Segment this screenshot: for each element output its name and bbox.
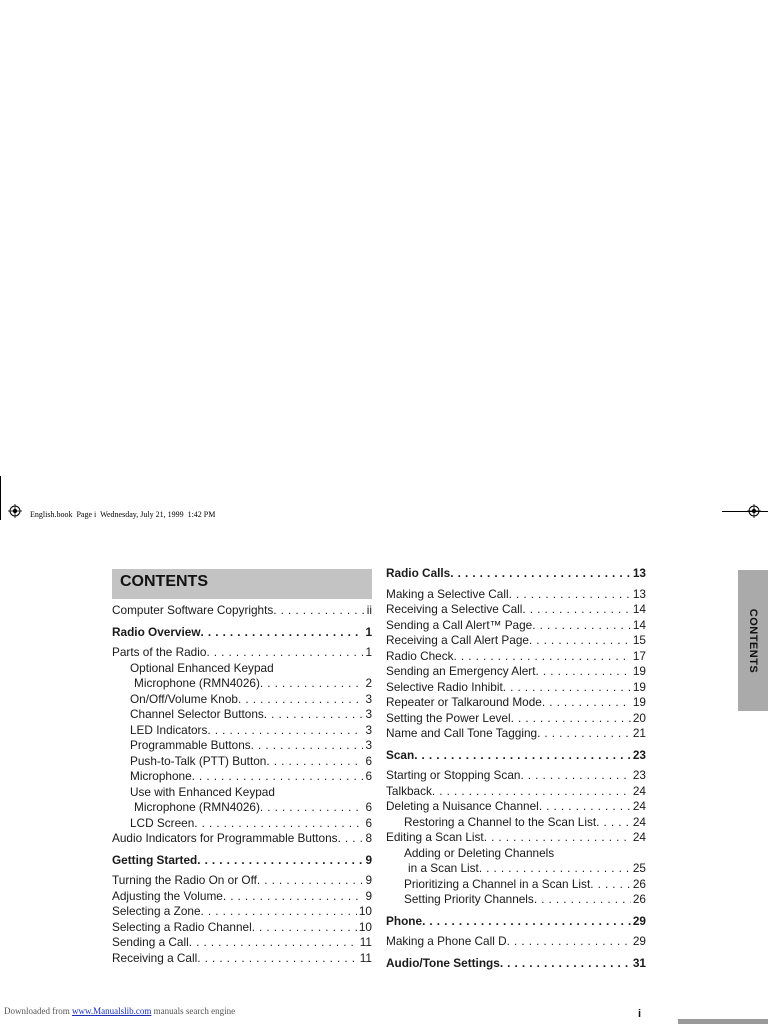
toc-entry[interactable]	[112, 769, 372, 785]
toc-entry[interactable]	[112, 625, 372, 641]
toc-entry-title: Push-to-Talk (PTT) Button	[130, 753, 267, 768]
toc-entry-page: 3	[365, 707, 372, 721]
toc-entry[interactable]	[112, 951, 372, 967]
toc-entry-page: 6	[365, 753, 372, 768]
toc-entry-page: 11	[359, 935, 372, 949]
toc-entry-page: 19	[632, 679, 646, 694]
toc-dot-leader	[539, 799, 631, 815]
toc-entry[interactable]	[386, 956, 646, 972]
toc-entry-title: Receiving a Call	[112, 950, 198, 965]
toc-entry[interactable]	[112, 800, 372, 816]
toc-entry-title: Microphone (RMN4026)	[134, 800, 260, 814]
toc-entry[interactable]	[386, 633, 646, 649]
toc-dot-leader	[252, 920, 357, 936]
toc-entry-page: 29	[632, 934, 646, 948]
toc-entry-title: Restoring a Channel to the Scan List	[404, 814, 597, 829]
toc-entry[interactable]	[112, 723, 372, 739]
toc-entry[interactable]	[112, 889, 372, 905]
toc-dot-leader	[260, 676, 364, 692]
toc-entry-page: 6	[365, 769, 372, 783]
toc-entry-page: 11	[359, 950, 372, 965]
toc-dot-leader	[260, 800, 364, 816]
toc-entry-page: 24	[632, 783, 646, 798]
toc-entry[interactable]	[112, 692, 372, 708]
toc-entry[interactable]	[386, 914, 646, 930]
toc-entry[interactable]	[112, 831, 372, 847]
registration-mark-right-icon	[747, 504, 761, 518]
toc-entry[interactable]	[112, 873, 372, 889]
toc-entry-page: 10	[358, 919, 372, 934]
toc-dot-leader	[338, 831, 364, 847]
toc-entry-page: 23	[632, 747, 646, 762]
toc-entry-title: Repeater or Talkaround Mode	[386, 695, 542, 709]
toc-entry[interactable]	[386, 815, 646, 831]
toc-entry-page: 2	[365, 676, 372, 690]
toc-entry-page: 14	[632, 602, 646, 616]
toc-entry-title: Receiving a Call Alert Page	[386, 633, 529, 647]
crop-mark-left	[0, 476, 1, 520]
toc-dot-leader	[264, 707, 364, 723]
toc-entry[interactable]	[386, 784, 646, 800]
toc-entry[interactable]	[386, 748, 646, 764]
toc-entry[interactable]	[386, 587, 646, 603]
toc-entry-page: 6	[365, 800, 372, 814]
toc-dot-leader	[207, 723, 363, 739]
crop-line-right	[722, 511, 768, 512]
toc-entry-title: Radio Check	[386, 648, 454, 663]
toc-entry-title: Phone	[386, 913, 423, 928]
toc-entry-title: Starting or Stopping Scan	[386, 768, 521, 782]
toc-entry-title: Scan	[386, 747, 415, 762]
toc-entry-title: Microphone	[130, 769, 192, 783]
toc-entry-title: Audio/Tone Settings	[386, 955, 500, 970]
toc-dot-leader	[273, 603, 364, 619]
toc-entry[interactable]	[386, 830, 646, 846]
toc-dot-leader	[522, 602, 630, 618]
toc-dot-leader	[189, 935, 358, 951]
toc-entry[interactable]	[386, 649, 646, 665]
toc-dot-leader	[507, 934, 631, 950]
toc-entry-page: 31	[632, 955, 646, 970]
toc-entry[interactable]	[112, 816, 372, 832]
toc-entry[interactable]	[112, 707, 372, 723]
toc-dot-leader	[500, 956, 631, 972]
toc-dot-leader	[532, 618, 631, 634]
toc-entry-title: Channel Selector Buttons	[130, 707, 264, 721]
toc-entry-title: Use with Enhanced Keypad	[130, 784, 275, 799]
footer-prefix: Downloaded from	[4, 1006, 72, 1016]
toc-dot-leader	[206, 645, 363, 661]
toc-entry-page: 15	[632, 633, 646, 647]
toc-entry-title: Setting the Power Level	[386, 710, 511, 725]
toc-entry-title: Computer Software Copyrights	[112, 603, 274, 617]
toc-dot-leader	[238, 692, 363, 708]
toc-entry[interactable]	[112, 920, 372, 936]
toc-dot-leader	[192, 769, 364, 785]
toc-entry-title: Making a Phone Call D	[386, 934, 507, 948]
toc-dot-leader	[520, 768, 630, 784]
toc-entry-page: 6	[365, 815, 372, 830]
toc-entry-title: Sending a Call Alert™ Page	[386, 617, 533, 632]
toc-entry-page: 9	[365, 888, 372, 903]
toc-entry[interactable]	[112, 645, 372, 661]
toc-entry-title: Editing a Scan List	[386, 830, 484, 844]
toc-entry-title: Audio Indicators for Programmable Buttons	[112, 831, 338, 845]
toc-entry-page: 13	[632, 566, 646, 580]
toc-entry[interactable]	[112, 785, 372, 801]
footer-suffix: manuals search engine	[151, 1006, 236, 1016]
toc-entry-page: 19	[632, 695, 646, 709]
toc-dot-leader	[432, 784, 631, 800]
toc-dot-leader	[590, 877, 631, 893]
toc-dot-leader	[257, 873, 364, 889]
toc-entry[interactable]	[386, 892, 646, 908]
registration-mark-left-icon	[8, 504, 22, 518]
toc-entry-page: 20	[632, 710, 646, 725]
toc-entry[interactable]	[386, 680, 646, 696]
toc-dot-leader	[197, 853, 363, 869]
toc-entry[interactable]	[386, 618, 646, 634]
bottom-tab-bar	[678, 1019, 768, 1024]
toc-entry-title: Prioritizing a Channel in a Scan List	[404, 876, 591, 891]
toc-left-column	[112, 603, 372, 966]
toc-entry-title: Deleting a Nuisance Channel	[386, 799, 539, 813]
toc-dot-leader	[511, 711, 631, 727]
toc-dot-leader	[414, 748, 631, 764]
toc-dot-leader	[484, 830, 631, 846]
toc-dot-leader	[509, 587, 631, 603]
toc-entry-title: On/Off/Volume Knob	[130, 691, 238, 706]
toc-entry[interactable]	[112, 676, 372, 692]
toc-entry[interactable]	[112, 661, 372, 677]
toc-dot-leader	[542, 695, 631, 711]
toc-entry-title: Radio Overview	[112, 624, 201, 639]
side-tab-label: CONTENTS	[747, 608, 759, 673]
toc-entry[interactable]	[386, 861, 646, 877]
toc-dot-leader	[479, 861, 631, 877]
toc-entry[interactable]	[386, 602, 646, 618]
page-title: CONTENTS	[120, 573, 208, 590]
toc-entry-title: Selecting a Zone	[112, 904, 201, 918]
toc-entry-page: 10	[358, 904, 372, 918]
toc-dot-leader	[201, 625, 364, 641]
toc-entry-title: Turning the Radio On or Off	[112, 873, 257, 887]
toc-entry-page: 1	[365, 645, 372, 659]
toc-entry-title: Optional Enhanced Keypad	[130, 660, 274, 675]
toc-entry-title: Making a Selective Call	[386, 586, 509, 601]
toc-entry[interactable]	[386, 877, 646, 893]
toc-entry-title: Programmable Buttons	[130, 738, 251, 752]
toc-entry-page: 29	[632, 913, 646, 928]
toc-entry-page: 8	[365, 831, 372, 845]
toc-entry[interactable]	[386, 566, 646, 582]
toc-dot-leader	[266, 754, 363, 770]
toc-entry[interactable]	[112, 904, 372, 920]
toc-entry-page: 3	[365, 738, 372, 752]
toc-dot-leader	[529, 633, 631, 649]
toc-entry-page: ii	[366, 603, 372, 617]
toc-dot-leader	[194, 816, 363, 832]
toc-entry[interactable]	[112, 603, 372, 619]
toc-entry[interactable]	[112, 935, 372, 951]
toc-entry-title: in a Scan List	[408, 861, 479, 875]
toc-dot-leader	[536, 664, 631, 680]
toc-entry-page: 26	[632, 892, 646, 906]
toc-entry-page: 9	[365, 852, 372, 867]
toc-entry-page: 3	[365, 691, 372, 706]
toc-entry-title: LCD Screen	[130, 815, 195, 830]
toc-dot-leader	[251, 738, 364, 754]
toc-entry-title: Selective Radio Inhibit	[386, 679, 503, 694]
toc-entry-title: LED Indicators	[130, 722, 208, 737]
toc-entry-title: Receiving a Selective Call	[386, 602, 523, 616]
toc-entry[interactable]	[386, 664, 646, 680]
toc-entry-page: 14	[632, 617, 646, 632]
manualslib-link[interactable]: www.Manualslib.com	[71, 1006, 152, 1016]
toc-entry-page: 24	[632, 799, 646, 813]
toc-entry-page: 17	[632, 648, 646, 663]
toc-entry-title: Radio Calls	[386, 566, 451, 580]
toc-entry-page: 26	[632, 876, 646, 891]
toc-entry[interactable]	[386, 768, 646, 784]
toc-entry[interactable]	[386, 846, 646, 862]
toc-entry-page: 23	[632, 768, 646, 782]
toc-right-column	[386, 566, 646, 976]
toc-entry-title: Sending a Call	[112, 935, 189, 949]
print-header-note: English.book Page i Wednesday, July 21, 1999 1:42 PM	[30, 510, 216, 519]
toc-entry[interactable]	[386, 695, 646, 711]
toc-dot-leader	[201, 904, 357, 920]
toc-dot-leader	[537, 726, 631, 742]
toc-dot-leader	[450, 566, 631, 582]
toc-dot-leader	[197, 951, 358, 967]
contents-side-tab	[738, 570, 768, 711]
toc-dot-leader	[534, 892, 631, 908]
toc-entry-title: Adjusting the Volume	[112, 888, 223, 903]
toc-entry-title: Parts of the Radio	[112, 645, 207, 659]
toc-entry[interactable]	[112, 738, 372, 754]
toc-entry[interactable]	[386, 799, 646, 815]
toc-entry-title: Selecting a Radio Channel	[112, 919, 252, 934]
toc-entry-title: Talkback	[386, 783, 432, 798]
toc-dot-leader	[503, 680, 631, 696]
toc-entry-page: 19	[632, 664, 646, 678]
toc-entry-title: Getting Started	[112, 852, 198, 867]
toc-entry-page: 25	[632, 861, 646, 875]
toc-entry-page: 21	[632, 726, 646, 740]
toc-entry[interactable]	[386, 726, 646, 742]
toc-entry[interactable]	[386, 934, 646, 950]
toc-dot-leader	[454, 649, 631, 665]
download-footer	[4, 1006, 235, 1016]
toc-entry-page: 9	[365, 873, 372, 887]
toc-entry-page: 24	[632, 814, 646, 829]
toc-entry-title: Sending an Emergency Alert	[386, 664, 536, 678]
toc-dot-leader	[596, 815, 631, 831]
toc-entry-page: 24	[632, 830, 646, 844]
toc-dot-leader	[422, 914, 631, 930]
toc-entry[interactable]	[386, 711, 646, 727]
toc-entry-page: 3	[365, 722, 372, 737]
toc-entry-title: Name and Call Tone Tagging	[386, 726, 538, 740]
toc-entry-page: 1	[365, 624, 372, 639]
toc-dot-leader	[223, 889, 364, 905]
toc-entry-title: Setting Priority Channels	[404, 892, 534, 906]
toc-entry-page: 13	[632, 586, 646, 601]
toc-entry[interactable]	[112, 754, 372, 770]
toc-entry[interactable]	[112, 853, 372, 869]
contents-heading-box	[112, 569, 372, 599]
toc-entry-title: Microphone (RMN4026)	[134, 676, 260, 690]
page-number: i	[638, 1008, 642, 1020]
toc-entry-title: Adding or Deleting Channels	[404, 845, 555, 860]
